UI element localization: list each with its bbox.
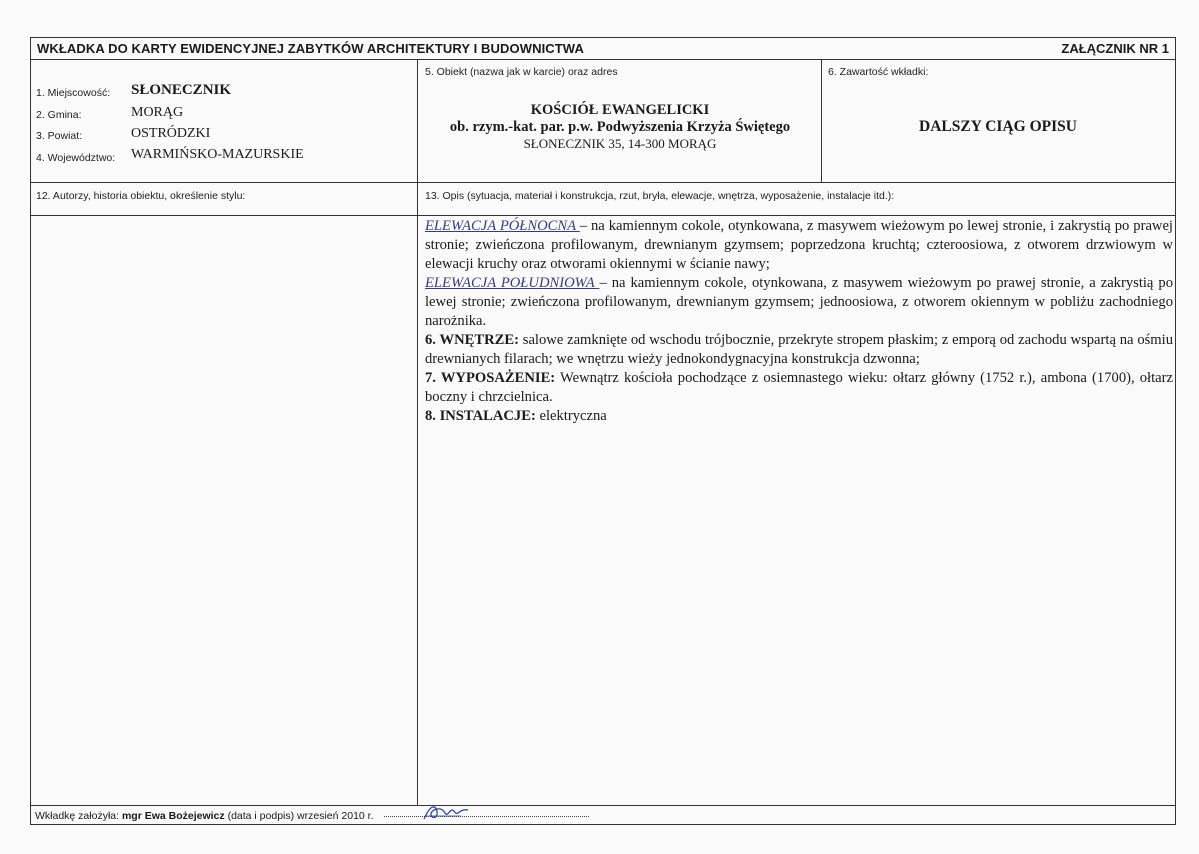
miejscowosc-label: 1. Miejscowość:	[36, 87, 111, 99]
footer-prefix: Wkładkę założyła:	[35, 810, 120, 822]
wojewodztwo-value: WARMIŃSKO-MAZURSKIE	[131, 147, 304, 162]
footer-author: mgr Ewa Bożejewicz	[121, 810, 225, 822]
interior-title: 6. WNĘTRZE:	[425, 332, 519, 348]
annex-number: ZAŁĄCZNIK NR 1	[1061, 41, 1169, 56]
south-text: – na kamiennym cokole, otynkowana, z masywem wieżowym po prawej stronie, a zakrystią po lewej stronie; zwieńczona profilowanym, drewnianym gzymsem; jednoosiowa, z otworem okiennym w pobliżu zachodniego narożnika.	[425, 275, 1173, 329]
equipment-title: 7. WYPOSAŻENIE:	[425, 370, 556, 386]
powiat-label: 3. Powiat:	[36, 130, 83, 142]
equipment-section	[425, 369, 1173, 407]
form-title: WKŁADKA DO KARTY EWIDENCYJNEJ ZABYTKÓW ARCHITEKTURY I BUDOWNICTWA	[37, 41, 584, 56]
divider	[31, 215, 1175, 216]
divider	[31, 182, 1175, 183]
object-info	[419, 102, 821, 152]
north-elevation	[425, 217, 1173, 274]
signature-line	[384, 816, 589, 817]
south-elevation	[425, 274, 1173, 331]
powiat-value: OSTRÓDZKI	[131, 126, 211, 141]
installation-text: elektryczna	[535, 408, 607, 424]
contents-value: DALSZY CIĄG OPISU	[919, 118, 1077, 135]
divider	[31, 59, 1175, 60]
handwritten-signature	[421, 801, 471, 823]
miejscowosc-value: SŁONECZNIK	[131, 82, 232, 98]
north-text: – na kamiennym cokole, otynkowana, z masywem wieżowym po lewej stronie, i zakrystią po prawej stronie; zwieńczona profilowanym, drewnianym gzymsem; poprzedzona kruchtą; czteroosiowa, z otworem drzwiowym w elewacji kruchy oraz otworami okiennymi w ścianie nawy;	[425, 218, 1173, 272]
gmina-label: 2. Gmina:	[36, 109, 82, 121]
object-address: SŁONECZNIK 35, 14-300 MORĄG	[523, 136, 717, 151]
form-frame	[30, 37, 1176, 825]
footer-date: wrzesień 2010 r.	[297, 810, 374, 822]
interior-text: salowe zamknięte od wschodu trójbocznie, przekryte stropem płaskim; z emporą od zachodu wspartą na ośmiu drewnianych filarach; we wnętrzu wieży jednokondygnacyjna konstrukcja dzwonna;	[425, 332, 1173, 367]
footer-note: (data i podpis)	[227, 810, 295, 822]
wojewodztwo-label: 4. Województwo:	[36, 152, 116, 164]
authors-label: 12. Autorzy, historia obiektu, określenie stylu:	[36, 190, 246, 202]
contents-label: 6. Zawartość wkładki:	[828, 66, 929, 78]
interior-section	[425, 331, 1173, 369]
object-name: KOŚCIÓŁ EWANGELICKI	[530, 102, 710, 118]
description-text	[425, 217, 1173, 426]
gmina-value: MORĄG	[131, 105, 184, 120]
footer	[35, 810, 589, 822]
object-subtitle: ob. rzym.-kat. par. p.w. Podwyższenia Krzyża Świętego	[449, 119, 791, 135]
north-title: ELEWACJA PÓŁNOCNA	[425, 218, 580, 234]
south-title: ELEWACJA POŁUDNIOWA	[425, 275, 600, 291]
installation-title: 8. INSTALACJE:	[425, 408, 536, 424]
description-label: 13. Opis (sytuacja, materiał i konstrukcja, rzut, bryła, elewacje, wnętrza, wyposażenie, instalacje itd.):	[425, 190, 895, 202]
divider	[31, 805, 1175, 806]
divider	[417, 59, 418, 805]
equipment-text: Wewnątrz kościoła pochodzące z osiemnastego wieku: ołtarz główny (1752 r.), ambona (1700), ołtarz boczny i chrzcielnica.	[425, 370, 1173, 405]
installation-section	[425, 407, 1173, 426]
object-label: 5. Obiekt (nazwa jak w karcie) oraz adres	[425, 66, 618, 78]
